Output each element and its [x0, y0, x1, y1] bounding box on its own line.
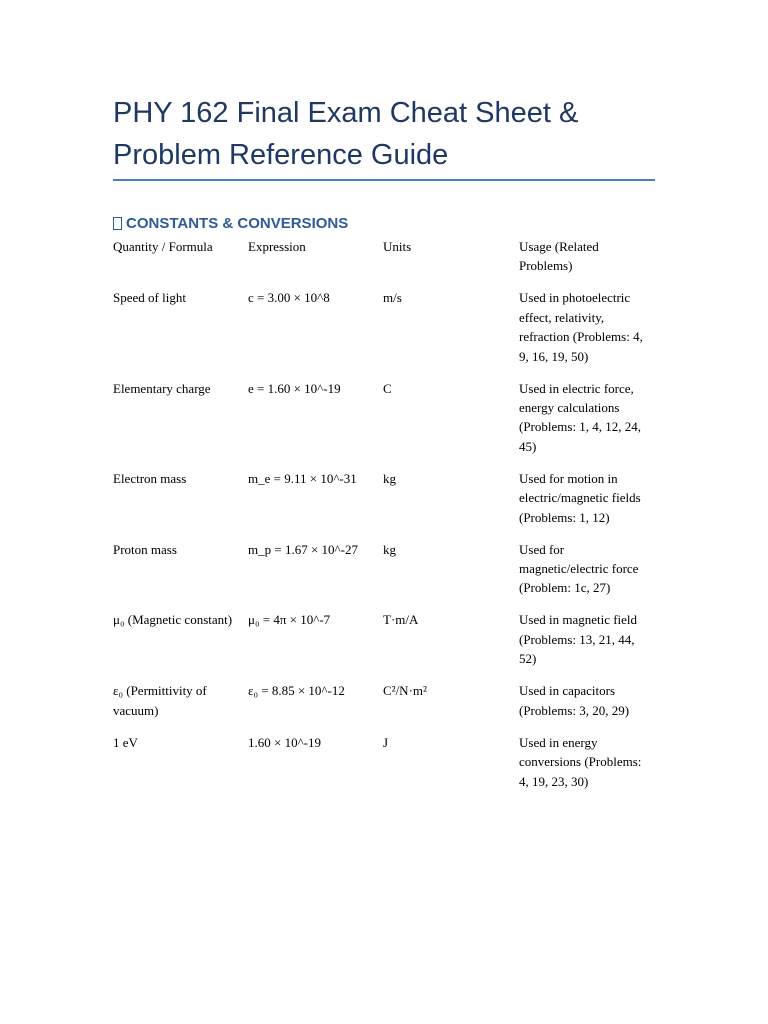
units-cell: kg	[383, 470, 396, 486]
table-row	[113, 610, 655, 668]
expression-cell: c = 3.00 × 10^8	[248, 290, 330, 306]
table-row	[113, 540, 655, 598]
section-heading-text: CONSTANTS & CONVERSIONS	[126, 215, 349, 232]
table-row	[113, 733, 655, 791]
units-cell: m/s	[383, 290, 402, 306]
units-cell: T·m/A	[383, 612, 419, 628]
quantity-cell: Proton mass	[113, 541, 177, 557]
quantity-cell: Electron mass	[113, 470, 187, 486]
table-row	[113, 379, 655, 457]
usage-cell: Used in capacitors (Problems: 3, 20, 29)	[519, 683, 630, 718]
units-cell: J	[383, 734, 389, 750]
quantity-cell: Speed of light	[113, 290, 186, 306]
table-row	[113, 681, 655, 720]
column-header-quantity: Quantity / Formula	[113, 239, 213, 254]
usage-cell: Used for motion in electric/magnetic fields (Problems: 1, 12)	[519, 470, 641, 525]
table-row	[113, 288, 655, 366]
expression-cell: m_p = 1.67 × 10^-27	[248, 541, 358, 557]
quantity-cell: 1 eV	[113, 734, 138, 750]
constants-table	[113, 237, 655, 791]
expression-cell: 1.60 × 10^-19	[248, 734, 322, 750]
table-row	[113, 469, 655, 527]
quantity-cell: Elementary charge	[113, 380, 211, 396]
units-cell: kg	[383, 541, 396, 557]
expression-cell: μ₀ = 4π × 10^-7	[248, 612, 331, 628]
section-heading	[113, 213, 348, 235]
usage-cell: Used for magnetic/electric force (Problem: 1c, 27)	[519, 541, 639, 596]
quantity-cell: μ₀ (Magnetic constant)	[113, 612, 233, 628]
column-header-units: Units	[383, 239, 412, 254]
units-cell: C	[383, 380, 392, 396]
usage-cell: Used in magnetic field (Problems: 13, 21, 44, 52)	[519, 612, 638, 667]
usage-cell: Used in photoelectric effect, relativity, refraction (Problems: 4, 9, 16, 19, 50)	[519, 290, 643, 364]
expression-cell: ε₀ = 8.85 × 10^-12	[248, 683, 345, 699]
document-title: PHY 162 Final Exam Cheat Sheet & Problem Reference Guide	[113, 97, 579, 171]
column-header-usage: Usage (Related Problems)	[519, 239, 599, 274]
expression-cell: e = 1.60 × 10^-19	[248, 380, 341, 396]
column-header-expression: Expression	[248, 239, 306, 254]
title-divider	[113, 179, 655, 181]
quantity-cell: ε₀ (Permittivity of vacuum)	[113, 683, 207, 718]
usage-cell: Used in electric force, energy calculations (Problems: 1, 4, 12, 24, 45)	[519, 380, 642, 454]
unsupported-glyph-icon	[113, 217, 122, 230]
usage-cell: Used in energy conversions (Problems: 4, 19, 23, 30)	[519, 734, 642, 789]
units-cell: C²/N·m²	[383, 683, 427, 699]
expression-cell: m_e = 9.11 × 10^-31	[248, 470, 357, 486]
table-header-row	[113, 237, 655, 276]
